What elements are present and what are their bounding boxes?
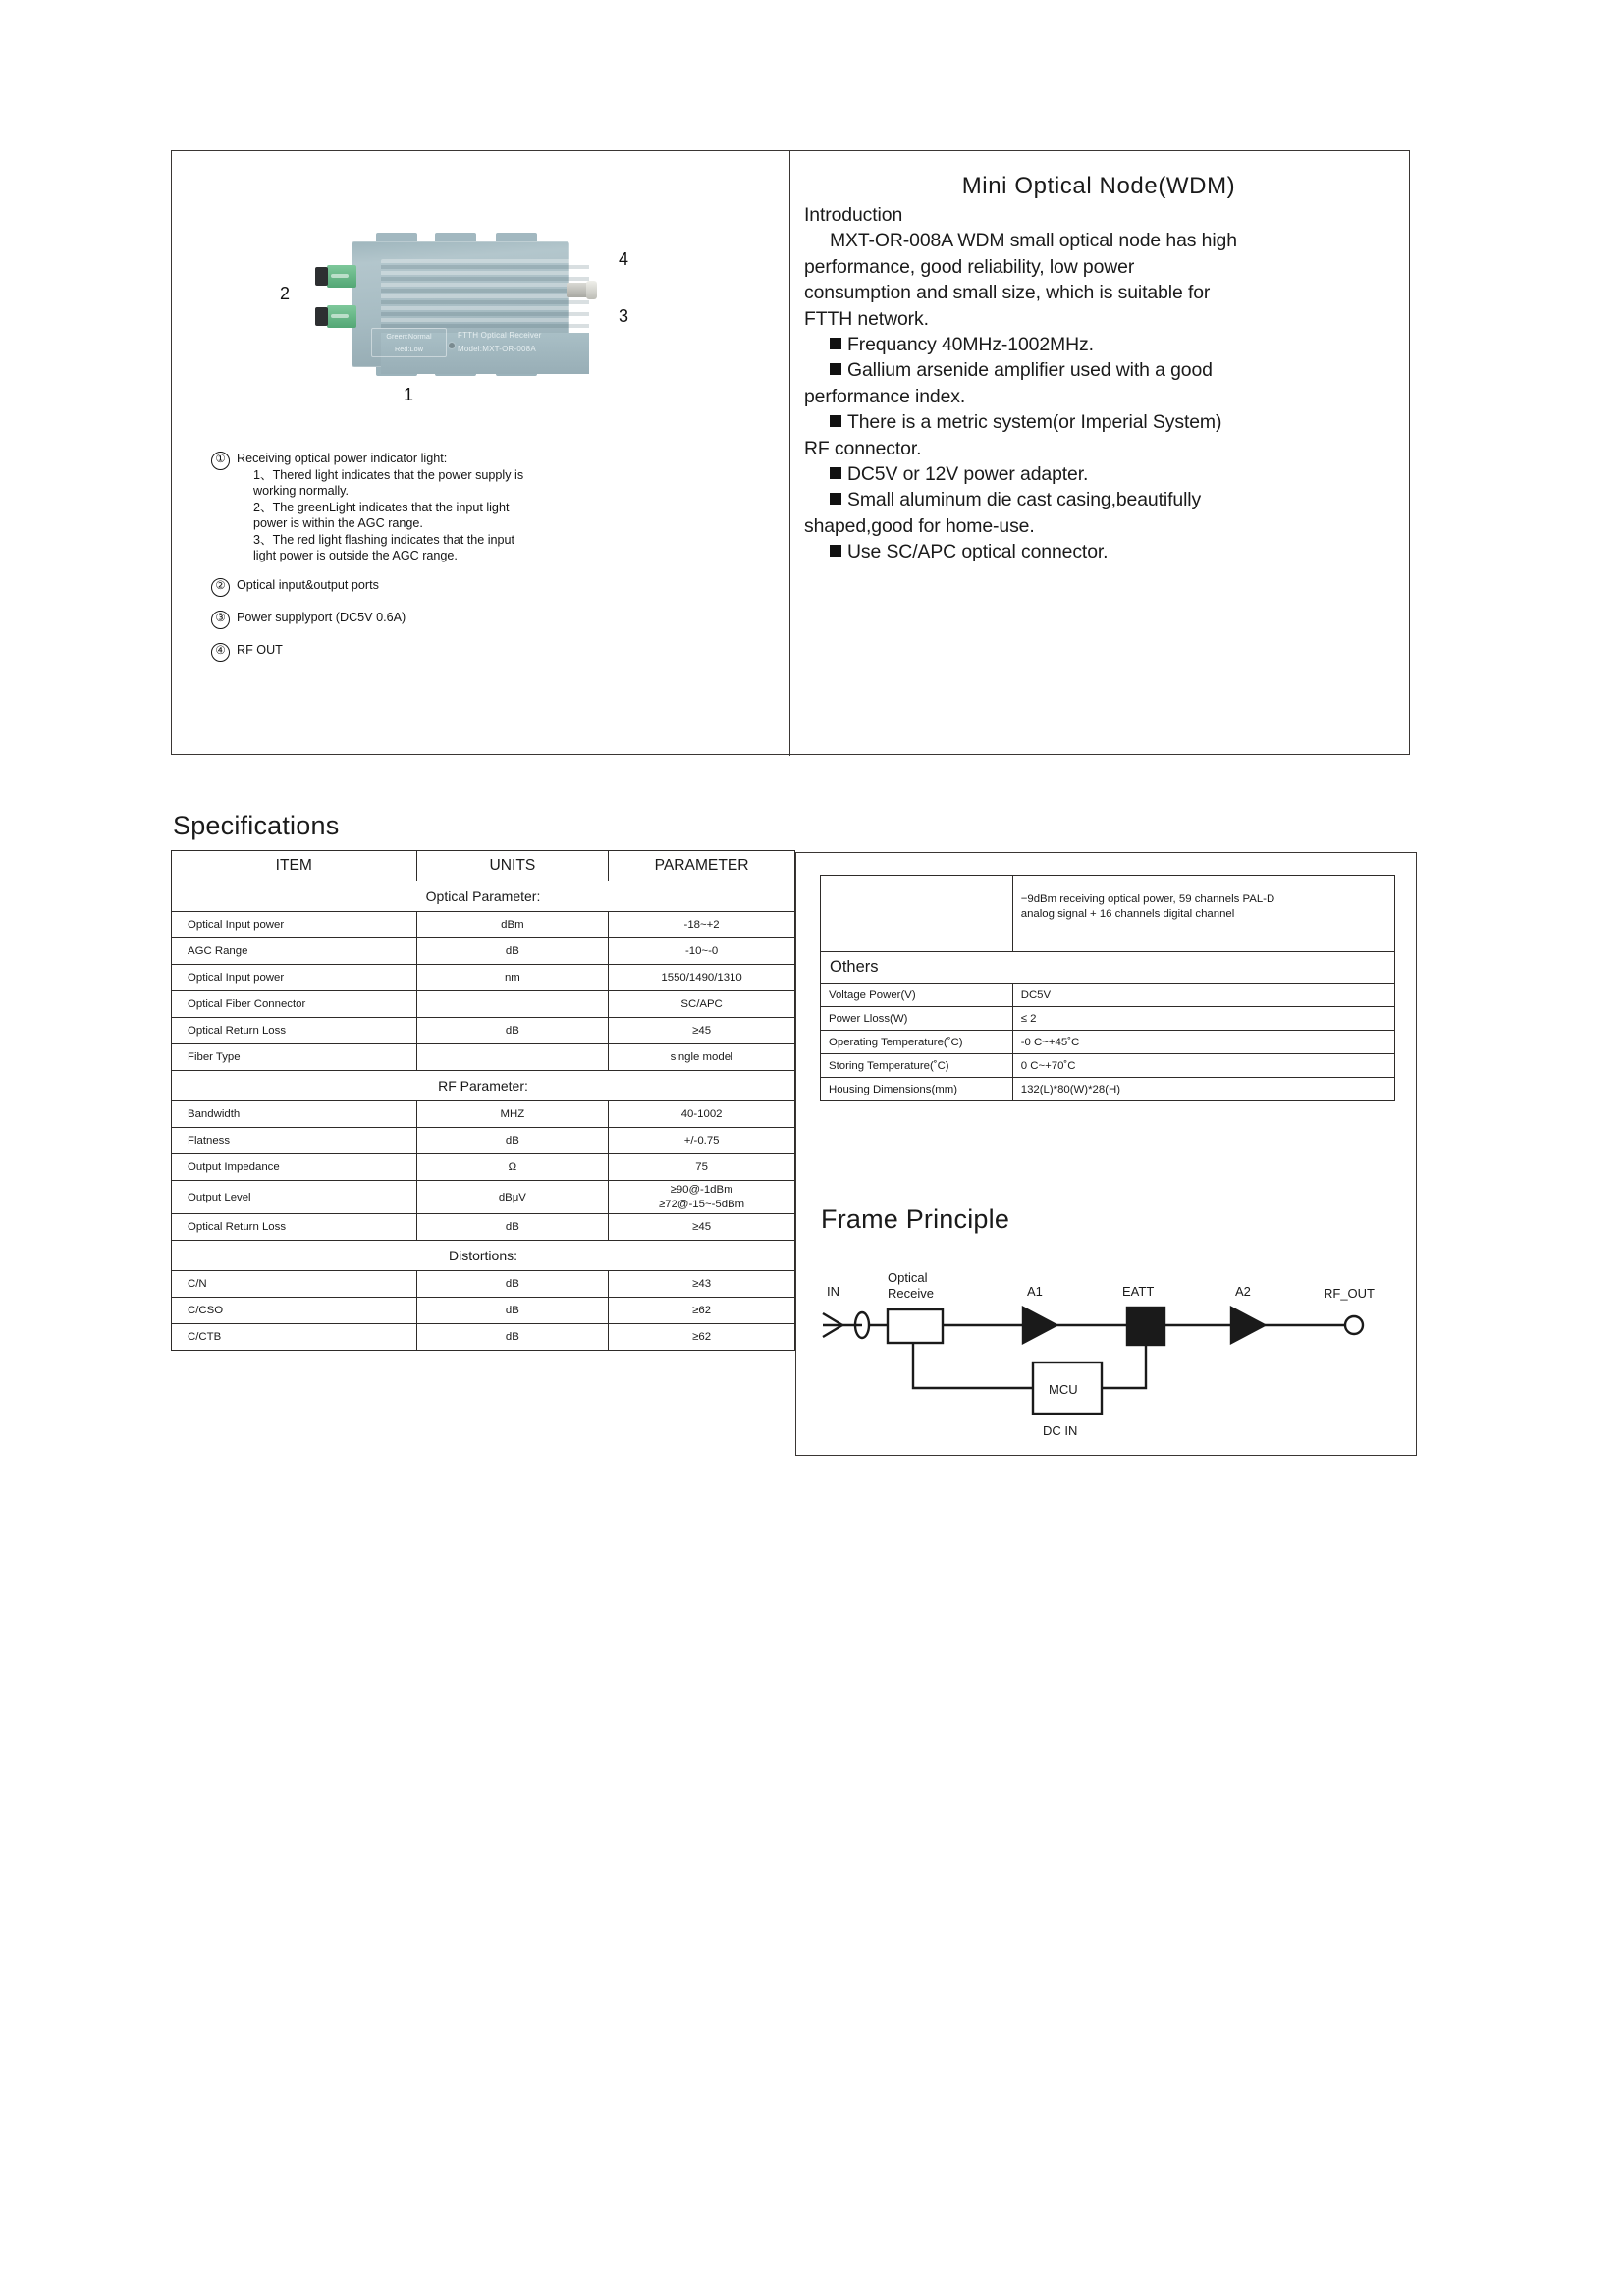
- section-label-rf: RF Parameter:: [172, 1071, 795, 1101]
- row-label: Storing Temperature(˚C): [821, 1054, 1013, 1078]
- table-row: [172, 965, 795, 991]
- led-legend-label: [371, 328, 447, 357]
- row-item: Optical Input power: [172, 965, 417, 991]
- legend-title-1: Receiving optical power indicator light:: [237, 452, 448, 465]
- square-bullet-icon: [830, 338, 841, 349]
- callout-4: 4: [619, 249, 629, 269]
- legend-item-2: [211, 577, 771, 597]
- row-unit: dBμV: [416, 1181, 609, 1214]
- heatsink-fins: [381, 259, 589, 330]
- row-item: Optical Fiber Connector: [172, 991, 417, 1018]
- row-value: ≤ 2: [1012, 1007, 1394, 1031]
- table-row: [172, 1181, 795, 1214]
- feature-bullet-6: [804, 539, 1393, 564]
- link-receive-to-mcu: [913, 1343, 1033, 1388]
- feature-bullet-5: [804, 487, 1393, 512]
- row-parameter: 40-1002: [609, 1101, 795, 1128]
- table-row: [172, 1128, 795, 1154]
- column-header-units: UNITS: [416, 851, 609, 881]
- callout-3: 3: [619, 306, 629, 326]
- row-parameter: 1550/1490/1310: [609, 965, 795, 991]
- label-a1: A1: [1027, 1284, 1043, 1299]
- product-photo: [211, 190, 761, 436]
- section-label-optical: Optical Parameter:: [172, 881, 795, 912]
- table-row: [172, 1324, 795, 1351]
- intro-body-line-2: performance, good reliability, low power: [804, 255, 1135, 278]
- feature-text-4: DC5V or 12V power adapter.: [847, 463, 1089, 486]
- table-row: [821, 984, 1395, 1007]
- rf-output-jack: [567, 283, 590, 297]
- overview-frame: [171, 150, 1410, 755]
- legend-sub-1-3: 3、The red light flashing indicates that the input: [253, 532, 515, 547]
- row-value: -0 C~+45˚C: [1012, 1031, 1394, 1054]
- section-label-distortions: Distortions:: [172, 1241, 795, 1271]
- device-model-text: [458, 329, 568, 355]
- legend-number-2: ②: [211, 578, 230, 597]
- table-header-row: [172, 851, 795, 881]
- panel-divider: [789, 151, 790, 756]
- product-title: Mini Optical Node(WDM): [961, 173, 1236, 199]
- note-line-2: analog signal + 16 channels digital channel: [1020, 908, 1235, 920]
- table-row: [172, 1271, 795, 1298]
- label-dc-in: DC IN: [1043, 1423, 1078, 1438]
- intro-body-line-4: FTTH network.: [804, 307, 929, 330]
- introduction-heading: Introduction: [804, 204, 903, 226]
- intro-body-line-1: MXT-OR-008A WDM small optical node has high: [830, 230, 1237, 252]
- row-unit: nm: [416, 965, 609, 991]
- square-bullet-icon: [830, 415, 841, 427]
- row-value: 132(L)*80(W)*28(H): [1012, 1078, 1394, 1101]
- rf-output-terminal: [1345, 1316, 1363, 1334]
- note-line-1: −9dBm receiving optical power, 59 channels PAL-D: [1020, 893, 1275, 905]
- link-mcu-to-eatt: [1102, 1345, 1146, 1388]
- optical-receive-block: [888, 1309, 943, 1343]
- row-unit: dBm: [416, 912, 609, 938]
- legend-number-1: ①: [211, 452, 230, 470]
- row-unit: dB: [416, 1271, 609, 1298]
- table-row: [172, 1298, 795, 1324]
- label-mcu: MCU: [1049, 1382, 1078, 1397]
- label-optical-receive-line2: Receive: [888, 1286, 934, 1301]
- row-unit: dB: [416, 1324, 609, 1351]
- row-label: Housing Dimensions(mm): [821, 1078, 1013, 1101]
- legend-sub-1-1: 1、Thered light indicates that the power supply is: [253, 467, 524, 482]
- frame-principle-heading: Frame Principle: [821, 1204, 1010, 1234]
- table-row: [821, 1078, 1395, 1101]
- table-row: [172, 1214, 795, 1241]
- feature-text-5b: shaped,good for home-use.: [804, 514, 1035, 537]
- table-row: [172, 1044, 795, 1071]
- led-legend-red: Red:Low: [394, 345, 424, 353]
- feature-text-3b: RF connector.: [804, 437, 922, 459]
- row-label: Voltage Power(V): [821, 984, 1013, 1007]
- row-parameter-line1: ≥90@-1dBm: [670, 1184, 733, 1196]
- introduction-panel: [804, 173, 1393, 565]
- row-unit: [416, 991, 609, 1018]
- row-unit: dB: [416, 938, 609, 965]
- table-row: [172, 938, 795, 965]
- row-parameter: 75: [609, 1154, 795, 1181]
- table-row: [821, 876, 1395, 952]
- row-parameter: ≥43: [609, 1271, 795, 1298]
- row-item: C/CSO: [172, 1298, 417, 1324]
- legend-spacer-1: [211, 566, 771, 577]
- intro-body-line-3: consumption and small size, which is suitable for: [804, 282, 1211, 304]
- legend-spacer-2: [211, 599, 771, 610]
- row-unit: dB: [416, 1128, 609, 1154]
- section-row-distortions: [172, 1241, 795, 1271]
- legend-item-4: [211, 642, 771, 662]
- label-eatt: EATT: [1122, 1284, 1155, 1299]
- device-model-label: Model:MXT-OR-008A: [458, 344, 536, 353]
- row-parameter-line2: ≥72@-15~-5dBm: [659, 1198, 745, 1210]
- feature-text-2b: performance index.: [804, 385, 966, 407]
- column-header-item: ITEM: [172, 851, 417, 881]
- legend-text-1: [237, 451, 771, 564]
- device-illustration: [327, 232, 572, 374]
- row-item: AGC Range: [172, 938, 417, 965]
- callout-1: 1: [404, 385, 414, 404]
- legend-title-4: RF OUT: [237, 643, 283, 658]
- square-bullet-icon: [830, 545, 841, 557]
- label-rf-out: RF_OUT: [1324, 1286, 1375, 1301]
- feature-text-3: There is a metric system(or Imperial System): [847, 411, 1222, 434]
- row-unit: dB: [416, 1298, 609, 1324]
- label-optical-receive-line1: Optical: [888, 1270, 928, 1285]
- device-type-label: FTTH Optical Receiver: [458, 331, 542, 340]
- feature-bullet-4: [804, 461, 1393, 487]
- table-row: [821, 1054, 1395, 1078]
- row-item: Output Level: [172, 1181, 417, 1214]
- section-row-rf: [172, 1071, 795, 1101]
- legend-number-3: ③: [211, 611, 230, 629]
- feature-text-1: Frequancy 40MHz-1002MHz.: [847, 334, 1094, 356]
- others-heading-row: [821, 952, 1395, 984]
- row-value: 0 C~+70˚C: [1012, 1054, 1394, 1078]
- feature-bullet-3: [804, 409, 1393, 435]
- row-parameter: ≥45: [609, 1018, 795, 1044]
- feature-text-6: Use SC/APC optical connector.: [847, 541, 1109, 563]
- legend-item-1: [211, 451, 771, 564]
- square-bullet-icon: [830, 363, 841, 375]
- row-parameter: ≥62: [609, 1298, 795, 1324]
- legend-spacer-3: [211, 631, 771, 642]
- square-bullet-icon: [830, 467, 841, 479]
- amplifier-a2: [1231, 1308, 1265, 1343]
- row-item: Optical Return Loss: [172, 1214, 417, 1241]
- note-cell: [1012, 876, 1394, 952]
- table-row: [821, 1007, 1395, 1031]
- led-legend-green: Green:Normal: [386, 332, 432, 341]
- note-empty-cell: [821, 876, 1013, 952]
- square-bullet-icon: [830, 493, 841, 505]
- legend-sub-1-1b: working normally.: [253, 484, 350, 499]
- row-parameter: SC/APC: [609, 991, 795, 1018]
- amplifier-a1: [1023, 1308, 1056, 1343]
- row-unit: [416, 1044, 609, 1071]
- feature-bullet-1: [804, 332, 1393, 357]
- column-header-parameter: PARAMETER: [609, 851, 795, 881]
- feature-bullet-2: [804, 357, 1393, 383]
- row-parameter: single model: [609, 1044, 795, 1071]
- row-item: Fiber Type: [172, 1044, 417, 1071]
- row-item: Optical Input power: [172, 912, 417, 938]
- others-table: [820, 875, 1395, 1101]
- eatt-block: [1127, 1308, 1164, 1345]
- legend-title-2: Optical input&output ports: [237, 578, 379, 593]
- legend-sub-1-2: 2、The greenLight indicates that the input light: [253, 500, 510, 514]
- row-parameter: -10~-0: [609, 938, 795, 965]
- table-row: [172, 991, 795, 1018]
- label-in: IN: [827, 1284, 839, 1299]
- legend-sub-1-3b: light power is outside the AGC range.: [253, 549, 458, 563]
- row-parameter: ≥62: [609, 1324, 795, 1351]
- legend-sub-1-2b: power is within the AGC range.: [253, 516, 423, 531]
- row-unit: dB: [416, 1214, 609, 1241]
- section-row-optical: [172, 881, 795, 912]
- sc-apc-connector-upper: [327, 265, 356, 288]
- table-row: [172, 1154, 795, 1181]
- legend-item-3: [211, 610, 771, 629]
- row-label: Operating Temperature(˚C): [821, 1031, 1013, 1054]
- row-value: DC5V: [1012, 984, 1394, 1007]
- row-item: Bandwidth: [172, 1101, 417, 1128]
- row-item: Optical Return Loss: [172, 1018, 417, 1044]
- table-row: [172, 1018, 795, 1044]
- callout-legend: [211, 451, 771, 664]
- frame-principle-diagram: [815, 1266, 1404, 1443]
- table-row: [172, 912, 795, 938]
- row-parameter: ≥45: [609, 1214, 795, 1241]
- legend-number-4: ④: [211, 643, 230, 662]
- row-item: C/N: [172, 1271, 417, 1298]
- specifications-table: [171, 850, 795, 1351]
- row-item: C/CTB: [172, 1324, 417, 1351]
- row-label: Power Lloss(W): [821, 1007, 1013, 1031]
- row-unit: Ω: [416, 1154, 609, 1181]
- status-led: [449, 343, 455, 348]
- row-unit: dB: [416, 1018, 609, 1044]
- callout-2: 2: [280, 284, 291, 303]
- table-row: [821, 1031, 1395, 1054]
- legend-title-3: Power supplyport (DC5V 0.6A): [237, 611, 406, 625]
- row-parameter: [609, 1181, 795, 1214]
- row-item: Flatness: [172, 1128, 417, 1154]
- row-item: Output Impedance: [172, 1154, 417, 1181]
- row-unit: MHZ: [416, 1101, 609, 1128]
- sc-apc-connector-lower: [327, 305, 356, 328]
- feature-text-2: Gallium arsenide amplifier used with a good: [847, 359, 1213, 382]
- row-parameter: +/-0.75: [609, 1128, 795, 1154]
- others-heading: Others: [821, 952, 1395, 984]
- table-row: [172, 1101, 795, 1128]
- row-parameter: -18~+2: [609, 912, 795, 938]
- label-a2: A2: [1235, 1284, 1251, 1299]
- specifications-heading: Specifications: [173, 811, 340, 840]
- feature-text-5: Small aluminum die cast casing,beautifully: [847, 489, 1202, 511]
